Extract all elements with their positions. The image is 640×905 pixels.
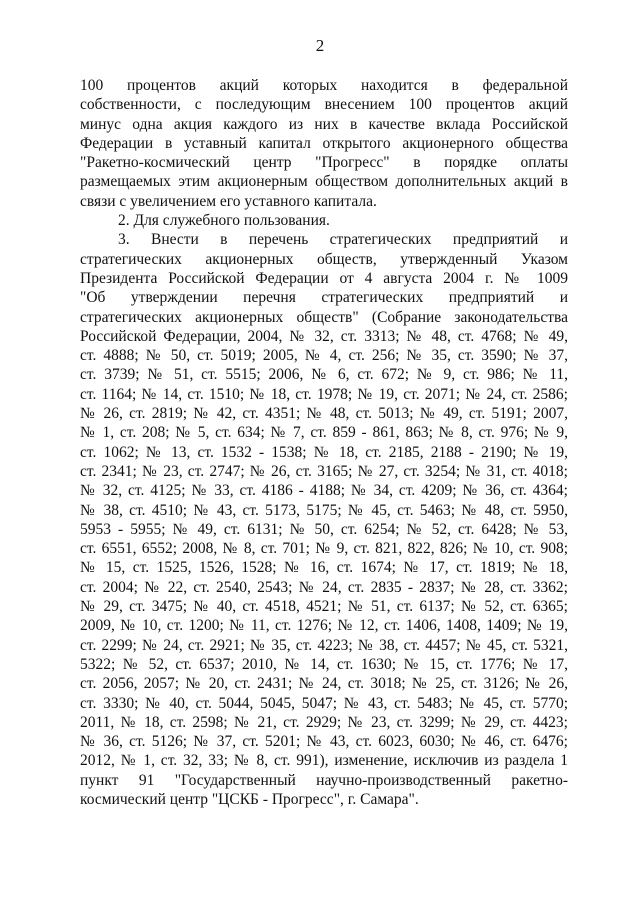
text-line: 2011, № 18, ст. 2598; № 21, ст. 2929; № 23, ст. 3299; № 29, ст. 4423; <box>80 713 568 731</box>
paragraph <box>80 211 568 230</box>
text-line: 2012, № 1, ст. 32, 33; № 8, ст. 991), изменение, исключив из раздела 1 <box>80 752 568 770</box>
text-line: Федерации в уставный капитал открытого акционерного общества <box>80 134 568 152</box>
text-line: ст. 4888; № 50, ст. 5019; 2005, № 4, ст. 256; № 35, ст. 3590; № 37, <box>80 347 568 365</box>
text-line: минус одна акция каждого из них в качестве вклада Российской <box>80 115 568 133</box>
page-number: 2 <box>315 36 325 55</box>
text-line: 100 процентов акций которых находится в федеральной <box>80 77 568 94</box>
text-line: ст. 2056, 2057; № 20, ст. 2431; № 24, ст. 3018; № 25, ст. 3126; № 26, <box>80 675 568 693</box>
text-line: собственности, с последующим внесением 100 процентов акций <box>80 96 568 114</box>
text-line: № 38, ст. 4510; № 43, ст. 5173, 5175; № 45, ст. 5463; № 48, ст. 5950, <box>80 501 568 519</box>
text-line: 2. Для служебного пользования. <box>118 212 330 230</box>
paragraph <box>80 230 568 809</box>
text-line: размещаемых этим акционерным обществом дополнительных акций в <box>80 173 568 191</box>
text-line: 3. Внести в перечень стратегических предприятий и <box>118 231 568 249</box>
text-line: № 1, ст. 208; № 5, ст. 634; № 7, ст. 859 - 861, 863; № 8, ст. 976; № 9, <box>80 424 568 442</box>
text-line: космический центр "ЦСКБ - Прогресс", г. Самара". <box>80 790 419 808</box>
text-line: ст. 2341; № 23, ст. 2747; № 26, ст. 3165; № 27, ст. 3254; № 31, ст. 4018; <box>80 462 568 480</box>
text-line: ст. 3739; № 51, ст. 5515; 2006, № 6, ст. 672; № 9, ст. 986; № 11, <box>80 366 568 384</box>
text-line: № 36, ст. 5126; № 37, ст. 5201; № 43, ст. 6023, 6030; № 46, ст. 6476; <box>80 733 568 751</box>
text-line: № 32, ст. 4125; № 33, ст. 4186 - 4188; № 34, ст. 4209; № 36, ст. 4364; <box>80 482 568 500</box>
text-line: стратегических акционерных обществ, утвержденный Указом <box>80 250 568 268</box>
text-line: ст. 3330; № 40, ст. 5044, 5045, 5047; № 43, ст. 5483; № 45, ст. 5770; <box>80 694 568 712</box>
text-line: ст. 2299; № 24, ст. 2921; № 35, ст. 4223; № 38, ст. 4457; № 45, ст. 5321, <box>80 636 568 654</box>
text-line: ст. 1164; № 14, ст. 1510; № 18, ст. 1978; № 19, ст. 2071; № 24, ст. 2586; <box>80 385 568 403</box>
text-line: № 26, ст. 2819; № 42, ст. 4351; № 48, ст. 5013; № 49, ст. 5191; 2007, <box>80 405 568 423</box>
text-line: ст. 2004; № 22, ст. 2540, 2543; № 24, ст. 2835 - 2837; № 28, ст. 3362; <box>80 578 568 596</box>
text-line: пункт 91 "Государственный научно-производственный ракетно- <box>80 771 568 789</box>
text-line: Президента Российской Федерации от 4 августа 2004 г. № 1009 <box>80 269 568 287</box>
text-line: № 15, ст. 1525, 1526, 1528; № 16, ст. 1674; № 17, ст. 1819; № 18, <box>80 559 568 577</box>
text-line: 5953 - 5955; № 49, ст. 6131; № 50, ст. 6254; № 52, ст. 6428; № 53, <box>80 520 568 538</box>
text-line: связи с увеличением его уставного капитала. <box>80 192 377 210</box>
text-line: ст. 6551, 6552; 2008, № 8, ст. 701; № 9, ст. 821, 822, 826; № 10, ст. 908; <box>80 540 568 558</box>
text-line: Российской Федерации, 2004, № 32, ст. 3313; № 48, ст. 4768; № 49, <box>80 327 568 345</box>
text-line: № 29, ст. 3475; № 40, ст. 4518, 4521; № 51, ст. 6137; № 52, ст. 6365; <box>80 598 568 616</box>
text-line: 5322; № 52, ст. 6537; 2010, № 14, ст. 1630; № 15, ст. 1776; № 17, <box>80 655 568 673</box>
text-line: 2009, № 10, ст. 1200; № 11, ст. 1276; № 12, ст. 1406, 1408, 1409; № 19, <box>80 617 568 635</box>
text-line: "Ракетно-космический центр "Прогресс" в порядке оплаты <box>80 154 568 172</box>
text-line: "Об утверждении перечня стратегических предприятий и <box>80 289 568 307</box>
document-body <box>80 76 568 809</box>
paragraph <box>80 76 568 211</box>
text-line: стратегических акционерных обществ" (Собрание законодательства <box>80 308 568 326</box>
text-line: ст. 1062; № 13, ст. 1532 - 1538; № 18, ст. 2185, 2188 - 2190; № 19, <box>80 443 568 461</box>
